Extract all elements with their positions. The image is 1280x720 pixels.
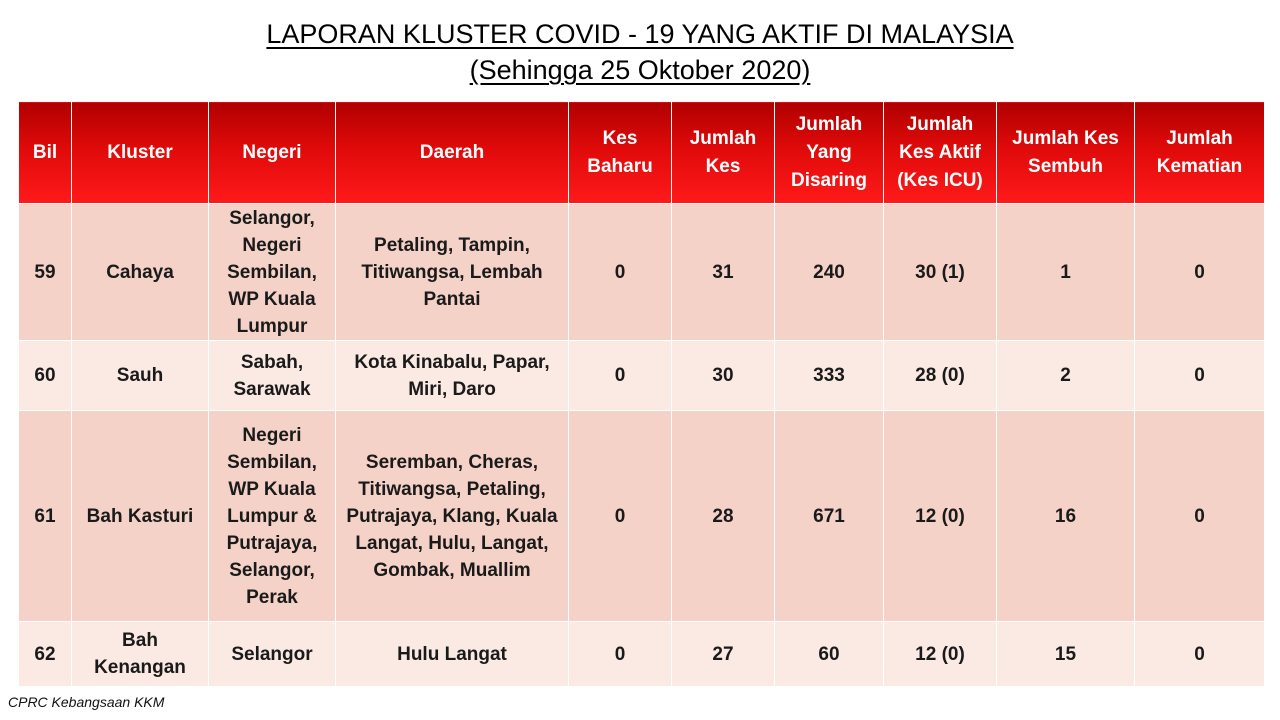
- cell-jumlah-sembuh: 16: [997, 411, 1135, 622]
- cell-kes-baharu: 0: [569, 204, 672, 341]
- cell-negeri: Negeri Sembilan, WP Kuala Lumpur & Putrajaya, Selangor, Perak: [209, 411, 336, 622]
- cell-daerah: Kota Kinabalu, Papar, Miri, Daro: [336, 341, 569, 411]
- header-jumlah-sembuh: Jumlah Kes Sembuh: [997, 102, 1135, 204]
- header-daerah: Daerah: [336, 102, 569, 204]
- cell-jumlah-aktif: 12 (0): [884, 411, 997, 622]
- table-row: [19, 622, 1265, 687]
- cell-jumlah-kematian: 0: [1135, 411, 1265, 622]
- table-row: [19, 411, 1265, 622]
- cell-jumlah-aktif: 12 (0): [884, 622, 997, 687]
- cell-jumlah-kematian: 0: [1135, 341, 1265, 411]
- cell-jumlah-disaring: 240: [775, 204, 884, 341]
- header-negeri: Negeri: [209, 102, 336, 204]
- table-row: [19, 204, 1265, 341]
- cell-kluster: Bah Kenangan: [72, 622, 209, 687]
- header-bil: Bil: [19, 102, 72, 204]
- header-row: [19, 102, 1265, 204]
- cell-kes-baharu: 0: [569, 622, 672, 687]
- cell-jumlah-kes: 28: [672, 411, 775, 622]
- cell-jumlah-kes: 30: [672, 341, 775, 411]
- header-jumlah-kematian: Jumlah Kematian: [1135, 102, 1265, 204]
- cell-negeri: Selangor, Negeri Sembilan, WP Kuala Lumpur: [209, 204, 336, 341]
- cell-jumlah-disaring: 671: [775, 411, 884, 622]
- report-subtitle: (Sehingga 25 Oktober 2020): [469, 55, 811, 85]
- header-jumlah-aktif: Jumlah Kes Aktif (Kes ICU): [884, 102, 997, 204]
- cell-jumlah-kes: 31: [672, 204, 775, 341]
- cell-kluster: Bah Kasturi: [72, 411, 209, 622]
- cell-negeri: Sabah, Sarawak: [209, 341, 336, 411]
- header-jumlah-disaring: Jumlah Yang Disaring: [775, 102, 884, 204]
- cell-negeri: Selangor: [209, 622, 336, 687]
- title-block: [0, 18, 1280, 86]
- cell-kluster: Cahaya: [72, 204, 209, 341]
- header-jumlah-kes: Jumlah Kes: [672, 102, 775, 204]
- source-footer: CPRC Kebangsaan KKM: [8, 694, 165, 710]
- header-kes-baharu: Kes Baharu: [569, 102, 672, 204]
- cell-jumlah-sembuh: 1: [997, 204, 1135, 341]
- cell-jumlah-sembuh: 2: [997, 341, 1135, 411]
- cell-jumlah-kes: 27: [672, 622, 775, 687]
- cell-bil: 60: [19, 341, 72, 411]
- header-kluster: Kluster: [72, 102, 209, 204]
- cell-daerah: Petaling, Tampin, Titiwangsa, Lembah Pantai: [336, 204, 569, 341]
- cell-bil: 62: [19, 622, 72, 687]
- cell-jumlah-aktif: 30 (1): [884, 204, 997, 341]
- cluster-table: [18, 101, 1265, 687]
- cell-jumlah-kematian: 0: [1135, 204, 1265, 341]
- cell-bil: 61: [19, 411, 72, 622]
- cell-jumlah-sembuh: 15: [997, 622, 1135, 687]
- cell-bil: 59: [19, 204, 72, 341]
- cell-jumlah-disaring: 60: [775, 622, 884, 687]
- cell-jumlah-kematian: 0: [1135, 622, 1265, 687]
- cell-kes-baharu: 0: [569, 341, 672, 411]
- cell-daerah: Hulu Langat: [336, 622, 569, 687]
- table-row: [19, 341, 1265, 411]
- cell-jumlah-disaring: 333: [775, 341, 884, 411]
- cell-daerah: Seremban, Cheras, Titiwangsa, Petaling, Putrajaya, Klang, Kuala Langat, Hulu, Langat, Gombak, Muallim: [336, 411, 569, 622]
- cell-jumlah-aktif: 28 (0): [884, 341, 997, 411]
- report-title: LAPORAN KLUSTER COVID - 19 YANG AKTIF DI MALAYSIA: [266, 19, 1014, 49]
- cell-kes-baharu: 0: [569, 411, 672, 622]
- cell-kluster: Sauh: [72, 341, 209, 411]
